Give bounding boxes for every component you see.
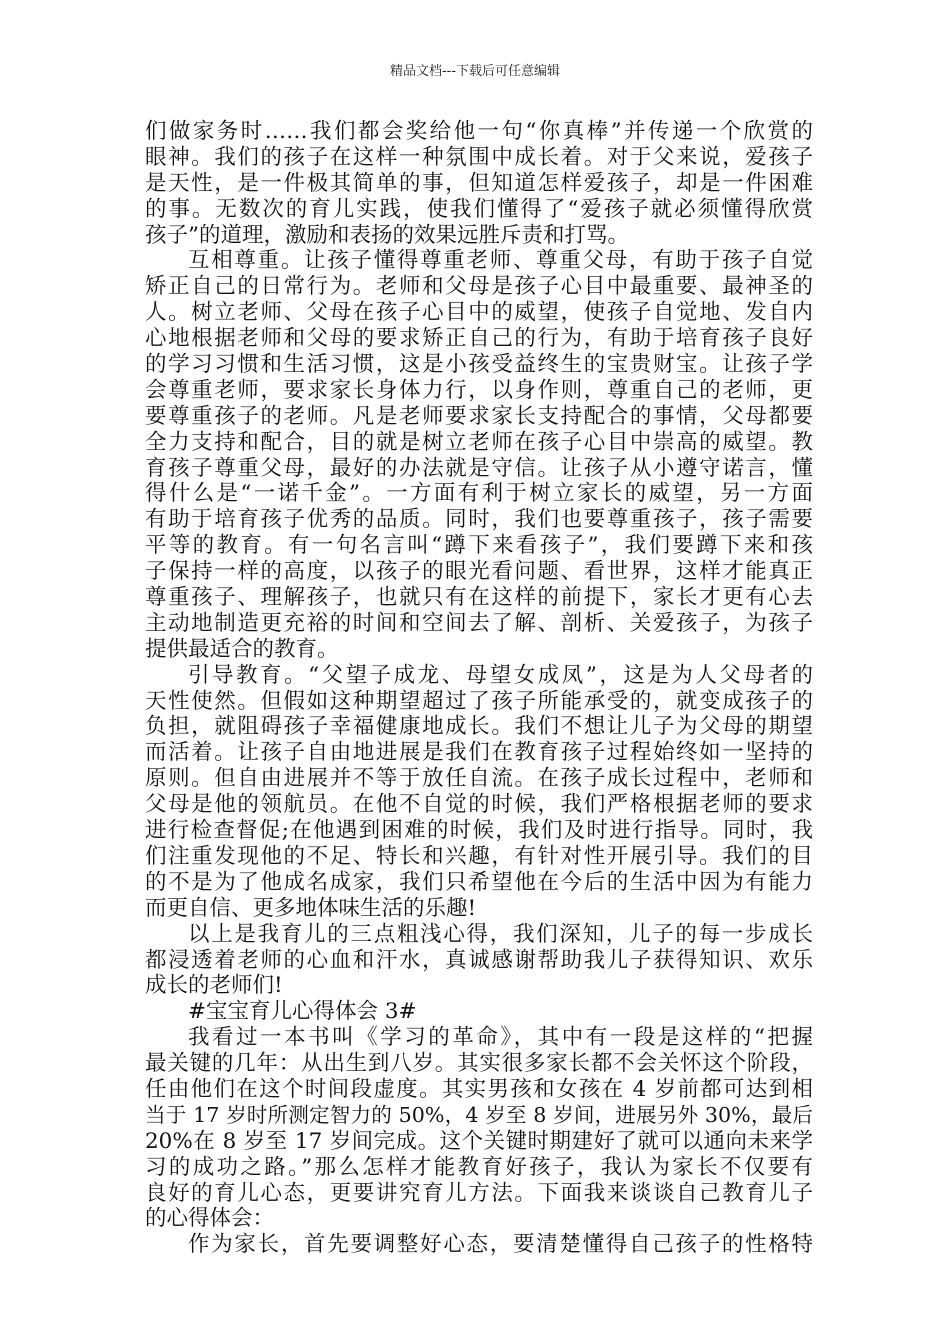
text-line: 子保持一样的高度，以孩子的眼光看问题、看世界，这样才能真正: [145, 559, 813, 585]
text-line: 心地根据老师和父母的要求矫正自己的行为，有助于培育孩子良好: [145, 326, 813, 352]
text-line: 的学习习惯和生活习惯，这是小孩受益终生的宝贵财宝。让孩子学: [145, 352, 813, 378]
text-line: 孩子”的道理，激励和表扬的效果远胜斥责和打骂。: [145, 222, 629, 248]
text-line: 提供最适合的教育。: [145, 636, 339, 662]
text-line: 全力支持和配合，目的就是树立老师在孩子心目中崇高的威望。教: [145, 429, 813, 455]
text-line: 互相尊重。让孩子懂得尊重老师、尊重父母，有助于孩子自觉: [188, 248, 813, 274]
text-line: 进行检查督促;在他遇到困难的时候，我们及时进行指导。同时，我: [145, 818, 813, 844]
text-line: 良好的育儿心态，更要讲究育儿方法。下面我来谈谈自己教育儿子: [145, 1180, 813, 1206]
text-line: 的事。无数次的育儿实践，使我们懂得了“爱孩子就必须懂得欣赏: [145, 196, 813, 222]
text-line: 以上是我育儿的三点粗浅心得，我们深知，儿子的每一步成长: [188, 921, 813, 947]
page-header: 精品文档---下载后可任意编辑: [389, 64, 561, 79]
text-line: 天性使然。但假如这种期望超过了孩子所能承受的，就变成孩子的: [145, 688, 813, 714]
text-line: 而更自信、更多地体味生活的乐趣!: [145, 895, 477, 921]
text-line: 尊重孩子、理解孩子，也就只有在这样的前提下，家长才更有心去: [145, 585, 813, 611]
text-line: 成长的老师们!: [145, 973, 283, 999]
text-line: 矫正自己的日常行为。老师和父母是孩子心目中最重要、最神圣的: [145, 274, 813, 300]
text-line: 原则。但自由进展并不等于放任自流。在孩子成长过程中，老师和: [145, 766, 813, 792]
text-line: 人。树立老师、父母在孩子心目中的威望，使孩子自觉地、发自内: [145, 300, 813, 326]
text-line: 平等的教育。有一句名言叫“蹲下来看孩子”，我们要蹲下来和孩: [145, 533, 813, 559]
text-line: 我看过一本书叫《学习的革命》，其中有一段是这样的“把握: [188, 1025, 813, 1051]
text-line: 们做家务时……我们都会奖给他一句“你真棒”并传递一个欣赏的: [145, 119, 813, 144]
text-line: #宝宝育儿心得体会 3#: [188, 999, 417, 1025]
text-line: 20%在 8 岁至 17 岁间完成。这个关键时期建好了就可以通向未来学: [145, 1128, 813, 1154]
text-line: 是天性，是一件极其简单的事，但知道怎样爱孩子，却是一件困难: [145, 170, 813, 196]
text-line: 们注重发现他的不足、特长和兴趣，有针对性开展引导。我们的目: [145, 843, 813, 869]
text-line: 都浸透着老师的心血和汗水，真诚感谢帮助我儿子获得知识、欢乐: [145, 947, 813, 973]
text-line: 负担，就阻碍孩子幸福健康地成长。我们不想让儿子为父母的期望: [145, 714, 813, 740]
text-line: 眼神。我们的孩子在这样一种氛围中成长着。对于父来说，爱孩子: [145, 144, 813, 170]
text-line: 作为家长，首先要调整好心态，要清楚懂得自己孩子的性格特: [188, 1232, 813, 1258]
text-line: 习的成功之路。”那么怎样才能教育好孩子，我认为家长不仅要有: [145, 1154, 813, 1180]
text-line: 父母是他的领航员。在他不自觉的时候，我们严格根据老师的要求: [145, 792, 813, 818]
text-line: 而活着。让孩子自由地进展是我们在教育孩子过程始终如一坚持的: [145, 740, 813, 766]
text-line: 会尊重老师，要求家长身体力行，以身作则，尊重自己的老师，更: [145, 377, 813, 403]
text-line: 的不是为了他成名成家，我们只希望他在今后的生活中因为有能力: [145, 869, 813, 895]
text-line: 要尊重孩子的老师。凡是老师要求家长支持配合的事情，父母都要: [145, 403, 813, 429]
text-line: 主动地制造更充裕的时间和空间去了解、剖析、关爱孩子，为孩子: [145, 610, 813, 636]
text-line: 任由他们在这个时间段虚度。其实男孩和女孩在 4 岁前都可达到相: [145, 1076, 813, 1102]
text-line: 引导教育。“父望子成龙、母望女成凤”，这是为人父母者的: [188, 662, 813, 688]
text-line: 当于 17 岁时所测定智力的 50%，4 岁至 8 岁间，进展另外 30%，最后: [145, 1102, 813, 1127]
text-line: 育孩子尊重父母，最好的办法就是守信。让孩子从小遵守诺言，懂: [145, 455, 813, 481]
text-line: 有助于培育孩子优秀的品质。同时，我们也要尊重孩子，孩子需要: [145, 507, 813, 533]
document-body: [145, 119, 813, 1258]
text-line: 得什么是“一诺千金”。一方面有利于树立家长的威望，另一方面: [145, 481, 813, 507]
text-line: 最关键的几年：从出生到八岁。其实很多家长都不会关怀这个阶段，: [145, 1051, 813, 1077]
text-line: 的心得体会：: [145, 1206, 275, 1232]
